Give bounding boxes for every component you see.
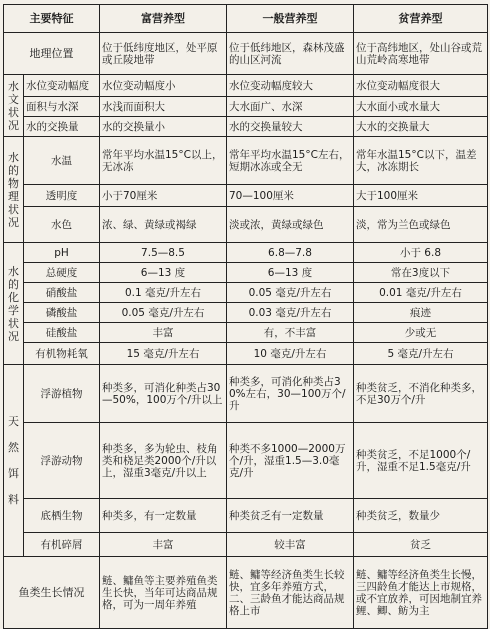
cell-food-1-oligotrophic: 种类贫乏，不消化种类多，不足30万个/升 [354, 365, 488, 423]
header-eutrophic: 富营养型 [100, 5, 227, 33]
row-chemical-3 [4, 283, 488, 303]
label-chemical-5: 硅酸盐 [24, 323, 100, 343]
row-physical-1 [4, 137, 488, 185]
row-physical-2 [4, 185, 488, 207]
label-chemical-2: 总硬度 [24, 263, 100, 283]
cell-food-4-oligotrophic: 贫乏 [354, 533, 488, 557]
cell-food-1-mesotrophic: 种类多，可消化种类占30%左右，30—100万个/升 [227, 365, 354, 423]
cell-physical-2-eutrophic: 小于70厘米 [100, 185, 227, 207]
cell-food-3-oligotrophic: 种类贫乏，数量少 [354, 499, 488, 533]
cell-chemical-3-eutrophic: 0.1 毫克/升左右 [100, 283, 227, 303]
cell-food-4-eutrophic: 丰富 [100, 533, 227, 557]
cell-food-2-oligotrophic: 种类贫乏，不足1000个/升，湿重不足1.5毫克/升 [354, 423, 488, 499]
label-physical-2: 透明度 [24, 185, 100, 207]
row-chemical-5 [4, 323, 488, 343]
cell-food-3-mesotrophic: 种类贫乏有一定数量 [227, 499, 354, 533]
row-chemical-4 [4, 303, 488, 323]
row-chemical-6 [4, 343, 488, 365]
cell-physical-1-oligotrophic: 常年水温15°C以下，温差大，冰冻期长 [354, 137, 488, 185]
row-geo [4, 33, 488, 75]
row-chemical-1 [4, 243, 488, 263]
cell-chemical-5-oligotrophic: 少或无 [354, 323, 488, 343]
cell-physical-1-eutrophic: 常年平均水温15°C以上，无冰冻 [100, 137, 227, 185]
cell-physical-3-oligotrophic: 淡，常为兰色或绿色 [354, 207, 488, 243]
nutrition-type-table [3, 4, 488, 629]
cell-geo-eutrophic: 位于低纬度地区，处平原或丘陵地带 [100, 33, 227, 75]
cell-hydro-3-mesotrophic: 水的交换量较大 [227, 117, 354, 137]
label-hydro-1: 水位变动幅度 [24, 75, 100, 97]
cell-chemical-1-eutrophic: 7.5—8.5 [100, 243, 227, 263]
header-oligotrophic: 贫营养型 [354, 5, 488, 33]
label-geo: 地理位置 [4, 33, 100, 75]
cell-chemical-6-mesotrophic: 10 毫克/升左右 [227, 343, 354, 365]
row-chemical-2 [4, 263, 488, 283]
cell-chemical-4-oligotrophic: 痕迹 [354, 303, 488, 323]
label-physical-3: 水色 [24, 207, 100, 243]
cell-geo-mesotrophic: 位于低纬地区，森林茂盛的山区河流 [227, 33, 354, 75]
label-chemical-4: 磷酸盐 [24, 303, 100, 323]
cell-hydro-1-eutrophic: 水位变动幅度小 [100, 75, 227, 97]
header-row [4, 5, 488, 33]
row-hydro-3 [4, 117, 488, 137]
cell-physical-3-mesotrophic: 淡或浓，黄绿或绿色 [227, 207, 354, 243]
cell-chemical-1-mesotrophic: 6.8—7.8 [227, 243, 354, 263]
cell-hydro-3-eutrophic: 水的交换量小 [100, 117, 227, 137]
row-food-1 [4, 365, 488, 423]
cell-physical-3-eutrophic: 浓、绿、黄绿或褐绿 [100, 207, 227, 243]
cell-fish-eutrophic: 鲢、鳙鱼等主要养殖鱼类生长快，当年可达商品规格，可为一周年养殖 [100, 557, 227, 629]
cell-chemical-6-oligotrophic: 5 毫克/升左右 [354, 343, 488, 365]
cell-chemical-3-oligotrophic: 0.01 毫克/升左右 [354, 283, 488, 303]
cell-chemical-2-mesotrophic: 6—13 度 [227, 263, 354, 283]
cell-chemical-4-mesotrophic: 0.03 毫克/升左右 [227, 303, 354, 323]
label-food-1: 浮游植物 [24, 365, 100, 423]
cell-hydro-1-mesotrophic: 水位变动幅度较大 [227, 75, 354, 97]
cell-physical-2-mesotrophic: 70—100厘米 [227, 185, 354, 207]
cell-fish-mesotrophic: 鲢、鳙等经济鱼类生长较快，宜多年养殖方式，二、三龄鱼才能达商品规格上市 [227, 557, 354, 629]
label-chemical-3: 硝酸盐 [24, 283, 100, 303]
cell-food-3-eutrophic: 种类多，有一定数量 [100, 499, 227, 533]
cell-chemical-2-eutrophic: 6—13 度 [100, 263, 227, 283]
cell-chemical-6-eutrophic: 15 毫克/升左右 [100, 343, 227, 365]
row-fish [4, 557, 488, 629]
cell-chemical-2-oligotrophic: 常在3度以下 [354, 263, 488, 283]
label-fish: 鱼类生长情况 [4, 557, 100, 629]
cell-chemical-5-eutrophic: 丰富 [100, 323, 227, 343]
cell-fish-oligotrophic: 鲢、鳙等经济鱼类生长慢，三四龄鱼才能达上市规格，或不宜放养，可因地制宜养鲤、鲫、鲂为主 [354, 557, 488, 629]
label-chemical-6: 有机物耗氧 [24, 343, 100, 365]
cell-food-1-eutrophic: 种类多，可消化种类占30—50%，100万个/升以上 [100, 365, 227, 423]
cell-food-2-eutrophic: 种类多，多为轮虫、枝角类和桡足类2000个/升以上，湿重3毫克/升以上 [100, 423, 227, 499]
row-food-4 [4, 533, 488, 557]
cell-chemical-1-oligotrophic: 小于 6.8 [354, 243, 488, 263]
header-feature: 主要特征 [4, 5, 100, 33]
label-chemical-1: pH [24, 243, 100, 263]
label-physical-1: 水温 [24, 137, 100, 185]
cell-hydro-2-mesotrophic: 大水面广、水深 [227, 97, 354, 117]
cell-hydro-2-eutrophic: 水浅而面积大 [100, 97, 227, 117]
label-hydro-2: 面积与水深 [24, 97, 100, 117]
cell-physical-1-mesotrophic: 常年平均水温15°C左右，短期冰冻或全无 [227, 137, 354, 185]
row-hydro-1 [4, 75, 488, 97]
group-food: 天然饵料 [4, 365, 24, 557]
group-chemical: 水的化学状况 [4, 243, 24, 365]
row-food-2 [4, 423, 488, 499]
row-food-3 [4, 499, 488, 533]
label-food-4: 有机碎屑 [24, 533, 100, 557]
cell-food-4-mesotrophic: 较丰富 [227, 533, 354, 557]
group-hydro: 水文状况 [4, 75, 24, 137]
cell-chemical-3-mesotrophic: 0.05 毫克/升左右 [227, 283, 354, 303]
cell-hydro-3-oligotrophic: 大水的交换量大 [354, 117, 488, 137]
label-hydro-3: 水的交换量 [24, 117, 100, 137]
cell-chemical-5-mesotrophic: 有，不丰富 [227, 323, 354, 343]
row-hydro-2 [4, 97, 488, 117]
cell-hydro-2-oligotrophic: 大水面小或水量大 [354, 97, 488, 117]
label-food-3: 底栖生物 [24, 499, 100, 533]
cell-chemical-4-eutrophic: 0.05 毫克/升左右 [100, 303, 227, 323]
cell-physical-2-oligotrophic: 大于100厘米 [354, 185, 488, 207]
group-physical: 水的物理状况 [4, 137, 24, 243]
cell-food-2-mesotrophic: 种类不多1000—2000万个/升，湿重1.5—3.0毫克/升 [227, 423, 354, 499]
cell-hydro-1-oligotrophic: 水位变动幅度很大 [354, 75, 488, 97]
header-mesotrophic: 一般营养型 [227, 5, 354, 33]
row-physical-3 [4, 207, 488, 243]
cell-geo-oligotrophic: 位于高纬地区，处山谷或荒山荒岭高寒地带 [354, 33, 488, 75]
label-food-2: 浮游动物 [24, 423, 100, 499]
